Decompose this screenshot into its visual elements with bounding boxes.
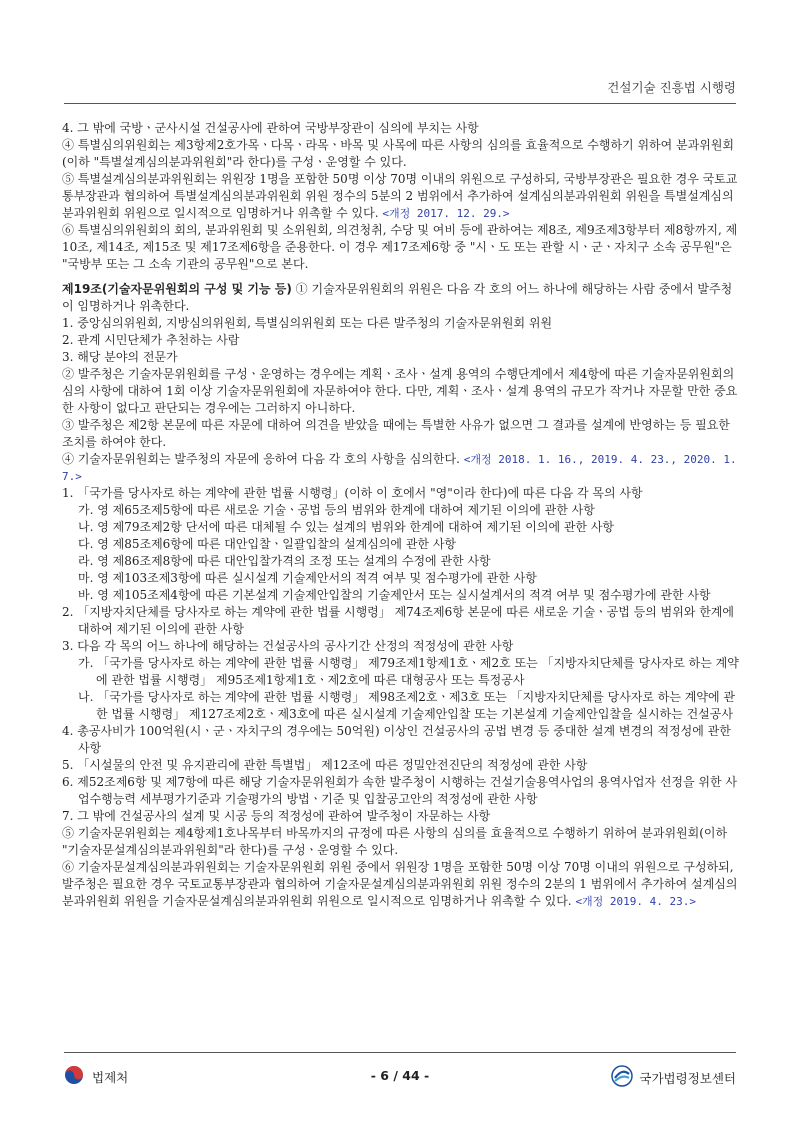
- item-3: 3. 해당 분야의 전문가: [62, 350, 178, 364]
- page-header-title: 건설기술 진흥법 시행령: [607, 80, 736, 95]
- paragraph-5b: ⑤ 기술자문위원회는 제4항제1호나목부터 바목까지의 규정에 따른 사항의 심의를 효율적으로 수행하기 위하여 분과위원회(이하 "기술자문설계심의분과위원회"라 한다)를 구성ㆍ운영할 수 있다.: [62, 826, 728, 857]
- paragraph-5: [62, 171, 742, 222]
- item-6b: 6. 제52조제6항 및 제7항에 따른 해당 기술자문위원회가 속한 발주청이 시행하는 건설기술용역사업의 용역사업자 선정을 위한 사업수행능력 세부평가기준과 기술평가의 방법ㆍ기준 및 입찰공고안의 적정성에 관한 사항: [62, 775, 737, 806]
- law-info-center-icon: [611, 1065, 633, 1090]
- subitem-ra: 라. 영 제86조제8항에 따른 대안입찰가격의 조정 또는 설계의 수정에 관한 사항: [78, 554, 491, 568]
- paragraph-4b: [62, 451, 742, 485]
- item-1: 1. 중앙심의위원회, 지방심의위원회, 특별심의위원회 또는 다른 발주청의 기술자문위원회 위원: [62, 316, 553, 330]
- document-body: [62, 120, 742, 910]
- page-number: - 6 / 44 -: [370, 1068, 430, 1083]
- item-2b: 2. 「지방자치단체를 당사자로 하는 계약에 관한 법률 시행령」 제74조제6항 본문에 따른 새로운 기술ㆍ공법 등의 범위와 한계에 대하여 제기된 이의에 관한 사항: [62, 605, 734, 636]
- item-7b: 7. 그 밖에 건설공사의 설계 및 시공 등의 적정성에 관하여 발주청이 자문하는 사항: [62, 809, 491, 823]
- amendment-note: <개정 2019. 4. 23.>: [575, 895, 697, 908]
- subitem-3-na: 나. 「국가를 당사자로 하는 계약에 관한 법률 시행령」 제98조제2호ㆍ제3호 또는 「지방자치단체를 당사자로 하는 계약에 관한 법률 시행령」 제127조제2호ㆍ제3호에 따른 실시설계 기술제안입찰 또는 기본설계 기술제안입찰을 실시하는 건설공사: [78, 690, 735, 721]
- paragraph-6: [62, 222, 742, 273]
- article-19: [62, 281, 742, 315]
- paragraph-4: [62, 137, 742, 171]
- footer-left-label: 법제처: [92, 1069, 129, 1085]
- subitem-3-ga: 가. 「국가를 당사자로 하는 계약에 관한 법률 시행령」 제79조제1항제1호ㆍ제2호 또는 「지방자치단체를 당사자로 하는 계약에 관한 법률 시행령」 제95조제1항제1호ㆍ제2호에 따른 대형공사 또는 특정공사: [78, 656, 739, 687]
- paragraph-3: ③ 발주청은 제2항 본문에 따른 자문에 대하여 의견을 받았을 때에는 특별한 사유가 없으면 그 결과를 설계에 반영하는 등 필요한 조치를 하여야 한다.: [62, 418, 730, 449]
- paragraph-6-text: ⑥ 특별심의위원회의 회의, 분과위원회 및 소위원회, 의견청취, 수당 및 여비 등에 관하여는 제8조, 제9조제3항부터 제8항까지, 제10조, 제14조, 제15조 및 제17조제6항을 준용한다. 이 경우 제17조제6항 중 "시ㆍ도 또는 관할 시ㆍ군ㆍ자치구 소속 공무원"은 "국방부 또는 그 소속 기관의 공무원"으로 본다.: [62, 223, 738, 271]
- item-1b: 1. 「국가를 당사자로 하는 계약에 관한 법률 시행령」(이하 이 호에서 "영"이라 한다)에 따른 다음 각 목의 사항: [62, 486, 643, 500]
- paragraph-5-text: ⑤ 특별설계심의분과위원회는 위원장 1명을 포함한 50명 이상 70명 이내의 위원으로 구성하되, 국방부장관은 필요한 경우 국토교통부장관과 협의하여 특별설계심의분과위원회 위원 정수의 5분의 2 범위에서 추가하여 설계심의분과위원회 위원을 특별설계심의분과위원회 위원으로 일시적으로 임명하거나 위촉할 수 있다.: [62, 172, 738, 220]
- subitem-na: 나. 영 제79조제2항 단서에 따른 대체될 수 있는 설계의 범위와 한계에 대하여 제기된 이의에 관한 사항: [78, 520, 615, 534]
- footer-right-label: 국가법령정보센터: [639, 1070, 736, 1086]
- footer-divider: [64, 1052, 736, 1053]
- paragraph-6b: [62, 859, 742, 910]
- amendment-note: <개정 2018. 1. 16., 2019. 4. 23., 2020. 1. 7.>: [62, 453, 737, 483]
- subitem-da: 다. 영 제85조제6항에 따른 대안입찰ㆍ일괄입찰의 설계심의에 관한 사항: [78, 537, 456, 551]
- item-4: 4. 그 밖에 국방ㆍ군사시설 건설공사에 관하여 국방부장관이 심의에 부치는 사항: [62, 121, 479, 135]
- paragraph-6b-text: ⑥ 기술자문설계심의분과위원회는 기술자문위원회 위원 중에서 위원장 1명을 포함한 50명 이상 70명 이내의 위원으로 구성하되, 발주청은 필요한 경우 국토교통부장관과 협의하여 기술자문설계심의분과위원회 위원 정수의 2분의 1 범위에서 추가하여 설계심의분과위원회 위원을 기술자문설계심의분과위원회 위원으로 일시적으로 임명하거나 위촉할 수 있다.: [62, 860, 738, 908]
- subitem-ba: 바. 영 제105조제4항에 따른 기본설계 기술제안입찰의 기술제안서 또는 실시설계서의 적격 여부 및 점수평가에 관한 사항: [78, 588, 711, 602]
- paragraph-4b-text: ④ 기술자문위원회는 발주청의 자문에 응하여 다음 각 호의 사항을 심의한다.: [62, 452, 460, 466]
- paragraph-4-text: ④ 특별심의위원회는 제3항제2호가목ㆍ다목ㆍ라목ㆍ바목 및 사목에 따른 사항의 심의를 효율적으로 수행하기 위하여 분과위원회(이하 "특별설계심의분과위원회"라 한다)를 구성ㆍ운영할 수 있다.: [62, 138, 735, 169]
- item-5b: 5. 「시설물의 안전 및 유지관리에 관한 특별법」 제12조에 따른 정밀안전진단의 적정성에 관한 사항: [62, 758, 588, 772]
- item-3b: 3. 다음 각 목의 어느 하나에 해당하는 건설공사의 공사기간 산정의 적정성에 관한 사항: [62, 639, 514, 653]
- amendment-note: <개정 2017. 12. 29.>: [382, 207, 510, 220]
- footer-right: [611, 1065, 736, 1090]
- article-19-title: 제19조(기술자문위원회의 구성 및 기능 등): [62, 282, 292, 296]
- subitem-ga: 가. 영 제65조제5항에 따른 새로운 기술ㆍ공법 등의 범위와 한계에 대하여 제기된 이의에 관한 사항: [78, 503, 595, 517]
- subitem-ma: 마. 영 제103조제3항에 따른 실시설계 기술제안서의 적격 여부 및 점수평가에 관한 사항: [78, 571, 537, 585]
- header-divider: [64, 103, 736, 104]
- article-19-paragraph-1: ① 기술자문위원회의 위원은 다음 각 호의 어느 하나에 해당하는 사람 중에서 발주청이 임명하거나 위촉한다.: [62, 282, 733, 313]
- item-2: 2. 관계 시민단체가 추천하는 사람: [62, 333, 240, 347]
- item-4b: 4. 총공사비가 100억원(시ㆍ군ㆍ자치구의 경우에는 50억원) 이상인 건설공사의 공법 변경 등 중대한 설계 변경의 적정성에 관한 사항: [62, 724, 731, 755]
- paragraph-2: ② 발주청은 기술자문위원회를 구성ㆍ운영하는 경우에는 계획ㆍ조사ㆍ설계 용역의 수행단계에서 제4항에 따른 기술자문위원회의 심의 사항에 대하여 1회 이상 기술자문위원회에 자문하여야 한다. 다만, 계획ㆍ조사ㆍ설계 용역의 규모가 작거나 자문할 만한 중요한 사항이 없다고 판단되는 경우에는 그러하지 아니하다.: [62, 367, 738, 415]
- page-footer: [64, 1063, 736, 1089]
